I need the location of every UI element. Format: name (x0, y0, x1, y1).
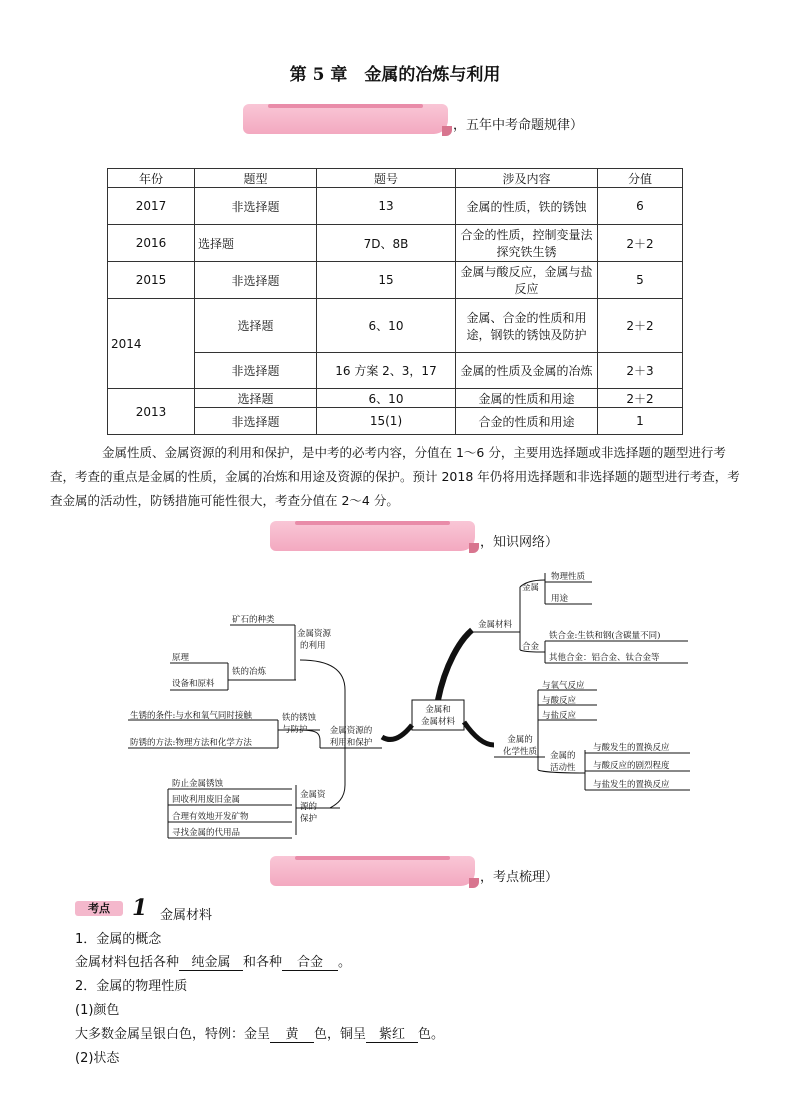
col-header-number: 题号 (317, 169, 456, 188)
answer-blank: 紫红 (366, 1023, 418, 1043)
col-header-score: 分值 (598, 169, 683, 188)
reaction-item: 与盐反应 (542, 711, 577, 721)
metal-item: 用途 (551, 594, 569, 604)
protect-item: 寻找金属的代用品 (172, 828, 241, 838)
protect-label: 保护 (300, 814, 318, 824)
cell-year: 2015 (108, 262, 195, 299)
metal-item: 物理性质 (551, 572, 586, 582)
activity-label: 活动性 (550, 763, 576, 773)
smelt-label: 铁的冶炼 (232, 667, 267, 677)
materials-title: 金属材料 (478, 620, 513, 630)
heading-physical-properties: 2．金属的物理性质 (75, 979, 188, 994)
cell-content: 金属、合金的性质和用途，钢铁的锈蚀及防护 (456, 299, 598, 353)
cell-content: 合金的性质和用途 (456, 408, 598, 435)
text-segment: 大多数金属呈银白色，特例：金呈 (75, 1027, 271, 1042)
col-header-type: 题型 (195, 169, 317, 188)
cell-content: 金属的性质和用途 (456, 389, 598, 408)
cell-type: 选择题 (195, 389, 317, 408)
cell-year: 2014 (108, 299, 195, 389)
protect-item: 回收利用废旧金属 (172, 795, 241, 805)
heading-metal-concept: 1．金属的概念 (75, 932, 162, 947)
subheading-color: (1)颜色 (75, 1003, 120, 1018)
resources-title: 利用和保护 (329, 738, 373, 748)
cell-score: 2＋2 (598, 225, 683, 262)
activity-item: 与盐发生的置换反应 (593, 780, 670, 790)
rust-label: 铁的锈蚀 (282, 713, 317, 723)
resources-title: 金属资源的 (329, 726, 373, 736)
cell-content: 合金的性质，控制变量法探究铁生锈 (456, 225, 598, 262)
cell-type: 非选择题 (195, 188, 317, 225)
chapter-title: 第 5 章 金属的冶炼与利用 (289, 65, 501, 85)
text-segment: 和各种 (243, 955, 283, 970)
cell-content: 金属的性质，铁的锈蚀 (456, 188, 598, 225)
section-label-rules: ，五年中考命题规律） (453, 118, 584, 133)
activity-item: 与酸反应的剧烈程度 (593, 761, 670, 771)
cell-number: 6、10 (317, 389, 456, 408)
text-line (75, 951, 351, 971)
alloy-item: 铁合金:生铁和钢(含碳量不同) (549, 631, 661, 641)
subheading-state: (2)状态 (75, 1051, 120, 1066)
cell-number: 15(1) (317, 408, 456, 435)
rust-item: 防锈的方法:物理方法和化学方法 (130, 738, 252, 748)
ore-label: 矿石的种类 (232, 615, 275, 625)
answer-blank: 合金 (282, 951, 338, 971)
cell-content: 金属的性质及金属的冶炼 (456, 353, 598, 389)
smelt-item: 设备和原料 (172, 679, 215, 689)
cell-score: 2＋3 (598, 353, 683, 389)
activity-item: 与酸发生的置换反应 (593, 743, 670, 753)
protect-item: 防止金属锈蚀 (172, 779, 224, 789)
text-segment: 。 (338, 955, 352, 970)
cell-score: 2＋2 (598, 299, 683, 353)
cell-year: 2017 (108, 188, 195, 225)
cell-type: 非选择题 (195, 262, 317, 299)
summary-paragraph: 金属性质、金属资源的利用和保护，是中考的必考内容，分值在 1～6 分，主要用选择题或非选择题的题型进行考查，考查的重点是金属的性质，金属的冶炼和用途及资源的保护。预计 2018 年仍将用选择题和非选择题的题型进行考查，考查金属的活动性，防锈措施可能性很大，考查分值在 2～4 分。 (50, 445, 740, 508)
metal-label: 金属 (522, 583, 540, 593)
branch-to-resources (382, 725, 412, 739)
reaction-item: 与氧气反应 (542, 681, 585, 691)
rust-label: 与防护 (282, 725, 308, 735)
cell-score: 1 (598, 408, 683, 435)
chemical-title: 金属的 (507, 735, 533, 745)
text-segment: 色。 (418, 1027, 445, 1042)
protect-item: 合理有效地开发矿物 (172, 812, 249, 822)
kaodian-number: 1 (132, 895, 148, 921)
answer-blank: 黄 (270, 1023, 314, 1043)
cell-number: 6、10 (317, 299, 456, 353)
section-label-network: ，知识网络） (480, 535, 559, 550)
use-label: 的利用 (300, 641, 326, 651)
cell-score: 5 (598, 262, 683, 299)
branch-to-materials (438, 630, 472, 700)
protect-label: 金属资 (300, 790, 326, 800)
text-line (75, 1023, 444, 1043)
branch-to-chemical (464, 722, 494, 745)
cell-content: 金属与酸反应，金属与盐反应 (456, 262, 598, 299)
reaction-item: 与酸反应 (542, 696, 577, 706)
cell-type: 非选择题 (195, 408, 317, 435)
cell-type: 选择题 (195, 299, 317, 353)
cell-number: 13 (317, 188, 456, 225)
kaodian-badge: 考点 (75, 901, 123, 916)
mindmap-center-label: 金属材料 (420, 717, 456, 727)
cell-score: 2＋2 (598, 389, 683, 408)
cell-number: 16 方案 2、3，17 (317, 353, 456, 389)
kaodian-title: 金属材料 (160, 908, 213, 923)
use-label: 金属资源 (297, 629, 332, 639)
cell-number: 15 (317, 262, 456, 299)
cell-score: 6 (598, 188, 683, 225)
activity-label: 金属的 (550, 751, 576, 761)
alloy-label: 合金 (522, 642, 540, 652)
smelt-item: 原理 (172, 653, 190, 663)
col-header-content: 涉及内容 (456, 169, 598, 188)
ribbon-decoration (270, 856, 475, 886)
cell-type: 选择题 (195, 225, 317, 262)
answer-blank: 纯金属 (179, 951, 243, 971)
chemical-title: 化学性质 (502, 747, 538, 757)
alloy-item: 其他合金：铝合金、钛合金等 (549, 653, 660, 663)
cell-year: 2013 (108, 389, 195, 435)
cell-number: 7D、8B (317, 225, 456, 262)
section-label-points: ，考点梳理） (480, 870, 559, 885)
cell-type: 非选择题 (195, 353, 317, 389)
protect-label: 源的 (300, 802, 318, 812)
cell-year: 2016 (108, 225, 195, 262)
mindmap-center-label: 金属和 (425, 705, 451, 715)
rust-item: 生锈的条件:与水和氧气同时接触 (130, 711, 252, 721)
text-segment: 色，铜呈 (314, 1027, 367, 1042)
text-segment: 金属材料包括各种 (75, 955, 180, 970)
col-header-year: 年份 (108, 169, 195, 188)
